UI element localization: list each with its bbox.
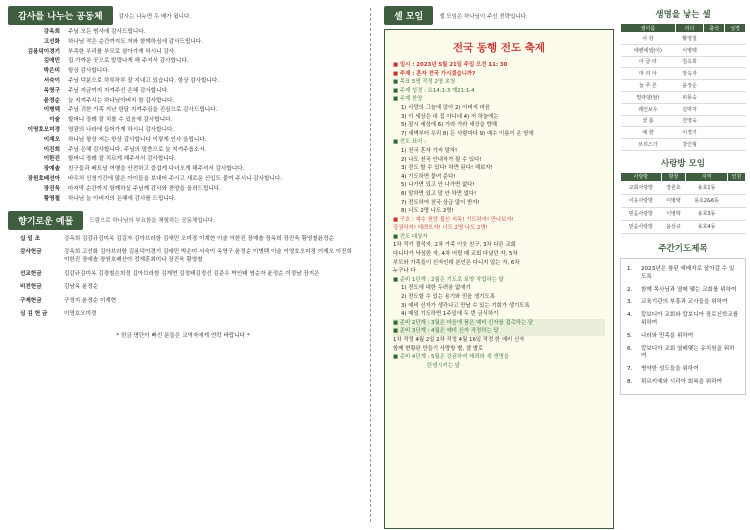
offering-subtitle: 드림으로 하나님의 부요함을 체험하는 공동체입니다.: [89, 218, 215, 225]
cell-attendance: [704, 139, 725, 151]
cell-line: 1차 작정 4월 2일 2차 작정 4월 16일 작정 한 예비 신자: [393, 337, 525, 343]
offering-names: 구정지 윤정순 이계현: [64, 297, 117, 304]
offering-names: 강옥희 김감규김미옥 김길자 김아브라함 김애민 오미경 이계현 이술 이한진 장예솔 장옥희 장진욱 황영철윤정순: [64, 235, 334, 242]
thanks-message: 부족한 우리를 부모로 살아가게 하시니 감사.: [68, 48, 176, 55]
cell-line: 7) 전도하여 천국 상급 많이 받자!: [401, 199, 480, 206]
cell-line: 3) 전도 할 수 있다! 하면 된다! 해보자!: [401, 165, 493, 172]
thanks-message: 주님 은혜 감사합니다. 주님의 말씀으로 늘 지켜주옵소서.: [68, 146, 207, 153]
thanks-item: [14, 78, 358, 85]
room-count: [727, 220, 745, 233]
offering-label: 선교헌금: [20, 270, 42, 277]
offering-row: [20, 284, 358, 292]
table-row: [621, 33, 746, 45]
cell-line: 5) 잠시 세상에 6) 가라 가라 세상을 향해: [401, 122, 497, 129]
table-row: [621, 194, 746, 207]
cell-leader: 전영숙: [675, 115, 703, 127]
cell-line: 함께 현황판 만들기 사랑방 별, 셀 별로: [393, 345, 484, 352]
offering-label: 비전헌금: [20, 284, 42, 291]
cell-bible: [725, 139, 746, 151]
room-area: 용호3동: [686, 207, 728, 220]
offering-list: [20, 236, 358, 319]
prayer-text: 병약한 성도들을 위하여: [641, 366, 699, 373]
cell-leader: 피몽숙: [675, 91, 703, 103]
thanks-name: 김용덕이경기: [27, 48, 60, 55]
thanks-name: 이재오: [43, 136, 60, 143]
cell-line: 누구나 다: [393, 268, 416, 275]
table-row: [621, 56, 746, 68]
cell-line: 1) 천국 혼자 가지 말자!: [401, 147, 458, 154]
cell-attendance: [704, 68, 725, 80]
thanks-subtitle: 감사는 나누면 두 배가 됩니다.: [118, 13, 192, 20]
cell-meeting-box: [384, 29, 614, 529]
cell-bible: [725, 44, 746, 56]
cell-attendance: [704, 127, 725, 139]
cell-name: 예 향: [621, 127, 676, 139]
offering-names: 이영호오미경: [64, 311, 97, 318]
col-header: 사랑방: [621, 172, 662, 181]
prayer-number: 6.: [627, 345, 633, 352]
prayer-number: 7.: [627, 366, 633, 373]
cell-line: 2) 전도할 수 있는 용기와 믿음 생기도록: [401, 294, 495, 301]
table-row: [621, 103, 746, 115]
room-leader: 장원호: [661, 181, 685, 194]
offering-row: [20, 298, 358, 306]
room-table-title: 사랑방 모임: [660, 158, 705, 169]
thanks-item: [14, 186, 358, 193]
thanks-item: [14, 29, 358, 36]
thanks-item: [14, 196, 358, 203]
thanks-message: 친구들과 베트남 여행을 안전하고 즐겁게 다녀오게 해주셔서 감사합니다.: [68, 166, 245, 173]
table-row: [621, 207, 746, 220]
table-row: [621, 115, 746, 127]
thanks-message: 하나님 항상 저는 항상 감사합니다 이렇게 인사 올립니다.: [68, 136, 207, 143]
table-row: [621, 44, 746, 56]
prayer-list: [620, 258, 746, 395]
thanks-item: [14, 49, 358, 56]
prayer-text: 칼보디아 교회 열매맺는 유치원을 위하여: [641, 345, 735, 360]
prayer-item: [627, 312, 739, 328]
prayer-number: 3.: [627, 299, 633, 306]
cell-name: 아 굴 라: [621, 56, 676, 68]
room-table: [620, 172, 746, 234]
table-row: [621, 127, 746, 139]
thanks-item: [14, 88, 358, 95]
cell-leader: 황영철: [675, 33, 703, 45]
room-area: 용호1동: [686, 181, 728, 194]
thanks-item: [14, 137, 358, 144]
prayer-item: [627, 346, 739, 362]
offering-row: [20, 271, 358, 279]
cell-line: ■ 일시 : 2023년 5월 21일 주일 오전 11: 30: [393, 62, 508, 68]
room-leader: 윤상규: [661, 220, 685, 233]
thanks-item: [14, 39, 358, 46]
cell-attendance: [704, 103, 725, 115]
thanks-message: 하나님 늘 아버지의 은혜에 감사를 드립니다.: [68, 195, 176, 202]
room-name: 믿음사랑방: [621, 207, 662, 220]
thanks-name: 황영철: [43, 195, 60, 202]
cell-line: 1) 전도에 대한 두려움 없애기: [401, 285, 471, 292]
thanks-message: 마지막 순간까지 함께하실 주님께 감사와 찬양을 올려드립니다.: [68, 185, 221, 192]
room-leader: 이병택: [661, 194, 685, 207]
cell-meeting-subtitle: 셀 모임은 하나님이 주신 전략입니다.: [439, 13, 528, 20]
cell-attendance: [704, 44, 725, 56]
cell-line: ■ 준비 1단계 : 2월은 기도로 토양 작업하는 달: [393, 276, 504, 283]
offering-row: [20, 311, 358, 319]
cell-line: 8) 너도 2명 나도 2명!: [401, 208, 454, 215]
offering-footer-note: * 헌금 명단이 빠진 분들은 교역자에게 연락 바랍니다 *: [116, 332, 250, 339]
cell-line: ■ 주제 성경 : 요14:1-3 계21:1-4: [393, 87, 475, 94]
thanks-item: [14, 127, 358, 134]
col-header: 셀이름: [621, 24, 676, 33]
cell-line: 7) 새벽부터 우리 8) 든 사람마다 9) 예수 이름이 온 땅에: [401, 130, 534, 137]
thanks-item: [14, 117, 358, 124]
prayer-text: 칼보디아 교회와 칼보디아 장로신학교를 위하여: [641, 312, 739, 326]
room-count: [727, 181, 745, 194]
thanks-item: [14, 147, 358, 154]
thanks-name: 박은미: [43, 68, 60, 75]
cell-bible: [725, 56, 746, 68]
thanks-name: 이영호오미경: [27, 126, 60, 133]
cell-line: 4) 기도하면 붙여 준다!: [401, 173, 456, 180]
prayer-number: 5.: [627, 332, 633, 339]
table-row: [621, 181, 746, 194]
cell-line: 부모와 가족들이 신자인데 본인은 다니지 않는 자, 6차: [393, 259, 520, 266]
cell-line: ■ 전도 표어 :: [393, 139, 426, 146]
offering-row: [20, 236, 358, 244]
fold-divider: [370, 8, 371, 522]
thanks-message: 집 가까운 곳으로 발령나게 해 주셔서 감사합니다.: [68, 58, 189, 65]
offering-header: 향기로운 예물: [8, 211, 83, 230]
thanks-name: 이한진: [43, 156, 60, 163]
room-area: 용호4동: [686, 220, 728, 233]
cell-line: ■ 목표 5명 작정 2명 초청: [393, 79, 456, 86]
prayer-item: [627, 366, 739, 374]
thanks-message: 늘 지켜주시는 하나님아버지 참 감사합니다.: [68, 97, 175, 104]
room-name: 믿음사랑방: [621, 220, 662, 233]
thanks-message: 바우처 신청기간에 많은 아이들을 보내어 주시고 새로운 신입도 붙여 주시니 감사합니다.: [68, 175, 283, 182]
thanks-message: 주님 지금까지 지켜주신 은혜 감사합니다.: [68, 87, 169, 94]
cell-line: 2) 나도 천국 안내자가 될 수 있다!: [401, 156, 482, 163]
cell-bible: [725, 91, 746, 103]
sidebar-column: [620, 6, 746, 395]
prayer-text: 튀르키예와 시리아 회복을 위하여: [641, 378, 722, 385]
thanks-name: 이술: [49, 117, 60, 124]
thanks-name: 김애민: [43, 58, 60, 65]
cell-table-title: 생명을 낳는 셀: [655, 10, 711, 20]
thanks-message: 주님 덕분으로 하루하루 잘 지내고 있습니다. 항상 감사합니다.: [68, 77, 220, 84]
cell-leader: 이병택: [675, 44, 703, 56]
cell-name: 브리스가: [621, 139, 676, 151]
cell-name: 마 리 아: [621, 68, 676, 80]
cell-leader: 강인형: [675, 139, 703, 151]
cell-line: ■ 전도 대상자: [393, 233, 428, 240]
cell-attendance: [704, 91, 725, 103]
thanks-item: [14, 166, 358, 173]
room-count: [727, 194, 745, 207]
cell-attendance: [704, 80, 725, 92]
cell-bible: [725, 115, 746, 127]
cell-line: 4) 매일 기도하면 1주일에 두 번 금식하기: [401, 311, 499, 318]
cell-bible: [725, 80, 746, 92]
thanks-name: 장예솔: [43, 166, 60, 173]
thanks-header: 감사를 나누는 공동체: [8, 6, 113, 25]
thanks-name: 윤정순: [43, 97, 60, 104]
room-leader: 이병택: [661, 207, 685, 220]
cell-line: 5) 나가면 있고 안 나가면 없다!: [401, 182, 475, 189]
table-row: [621, 139, 746, 151]
cell-line: ■ 준비 4단계 : 5월은 강권하여 데려와 새 생명을: [393, 354, 510, 361]
prayer-text: 함께 목사님과 열매 맺는 교회를 위하여: [641, 286, 737, 293]
cell-line: ■ 주제 : 혼자 전국 가시겠습니까?: [393, 70, 476, 77]
thanks-message: 영광의 나라에 들어가게 하시니 감사합니다.: [68, 126, 175, 133]
table-row: [621, 80, 746, 92]
prayer-title: 주간기도제목: [658, 243, 708, 254]
offering-label: 심 김 헌 금: [20, 311, 48, 318]
thanks-message: 주님 귀한 가족 지난 한달 지켜주심을 진심으로 감사드립니다.: [68, 107, 218, 114]
thanks-item: [14, 68, 358, 75]
cell-leader: 김옥희: [675, 56, 703, 68]
thanks-message: 하나님 작은 순간까지도 저와 함께하심에 감사드립니다.: [68, 38, 203, 45]
prayer-item: [627, 379, 739, 387]
cell-line: 6) 말하면 있고 말 안 하면 없다!: [401, 190, 477, 197]
thanks-message: 항상 감사합니다.: [68, 68, 110, 75]
cell-meeting-header: 셀 모임: [384, 6, 433, 25]
col-header: 방장: [661, 172, 685, 181]
cell-meeting-column: [384, 6, 614, 529]
offering-names: 강옥희 고선화 김아브라함 김용덕이경기 김애민 박은미 서숙이 옥영구 윤정순 이병택 이술 이영호오미경 이재오 이진희 이한진 장예솔 장원호배선아 정재훈최미나 장진욱 황영철: [64, 249, 352, 263]
prayer-item: [627, 299, 739, 307]
cell-table: [620, 23, 746, 151]
cell-name: 사 랑: [621, 33, 676, 45]
cell-name: 빌라델(탈): [621, 91, 676, 103]
cell-line: 강권하자! 데려오자! 너도 2명 나도 2명!: [393, 225, 488, 232]
room-area: 용호2&6동: [686, 194, 728, 207]
thanks-item: [14, 176, 358, 183]
thanks-name: 서숙이: [43, 77, 60, 84]
cell-line: 3) 이 세상은 내 집 아니네 4) 저 하늘에는: [401, 113, 499, 120]
thanks-message: 할머니 장례 잘 치르게 해주셔서 감사합니다.: [68, 156, 176, 163]
cell-line: 1차 작기 결석자, 2차 가족 이웃 친구, 3차 다른 교회: [393, 242, 516, 249]
thanks-name: 장진욱: [43, 185, 60, 192]
prayer-number: 4.: [627, 312, 633, 319]
prayer-number: 2.: [627, 286, 633, 293]
festival-title: 전국 동행 전도 축제: [452, 42, 546, 54]
cell-attendance: [704, 33, 725, 45]
cell-line: 다니다가 낙심한 자, 4차 어릴 때 교회 다녔던 자, 5차: [393, 251, 518, 258]
prayer-text: 2023년은 참된 예배자로 살아갈 수 있도록: [641, 265, 735, 280]
cell-leader: 윤정순: [675, 80, 703, 92]
cell-leader: 장옥자: [675, 68, 703, 80]
thanks-name: 이병택: [43, 107, 60, 114]
thanks-name: 이진희: [43, 146, 60, 153]
thanks-item: [14, 98, 358, 105]
cell-line: 3) 예비 신자가 생각나고 만날 수 있는 기회가 생기도록: [401, 302, 530, 309]
prayer-item: [627, 287, 739, 295]
table-row: [621, 68, 746, 80]
cell-name: 레인보우: [621, 103, 676, 115]
thanks-name: 장원호배선아: [27, 175, 60, 182]
prayer-number: 1.: [627, 265, 633, 272]
cell-bible: [725, 103, 746, 115]
col-header: 지역: [686, 172, 728, 181]
thanks-name: 옥영구: [43, 87, 60, 94]
offering-label: 십 일 조: [20, 235, 41, 242]
cell-line: 탄생시키는 달: [427, 362, 460, 369]
prayer-number: 8.: [627, 378, 633, 385]
col-header: 인원: [727, 172, 745, 181]
cell-leader: 김막자: [675, 103, 703, 115]
thanks-item: [14, 107, 358, 114]
cell-attendance: [704, 56, 725, 68]
room-name: 교회사랑방: [621, 181, 662, 194]
cell-line: ■ 구호 : 예수 천당 불신 지옥! 기도하자! 만나보자!: [393, 216, 514, 223]
col-header: 성경: [725, 24, 746, 33]
prayer-item: [627, 333, 739, 341]
cell-name: 에벤에셀(어): [621, 44, 676, 56]
prayer-text: 교육기관의 부흥과 교사들을 위하여: [641, 299, 728, 306]
offering-label: 구제헌금: [20, 297, 42, 304]
left-panel: [8, 6, 358, 524]
cell-line: 1) 사망의 그늘에 앉아 2) 아버지 마음: [401, 104, 491, 111]
prayer-item: [627, 266, 739, 282]
offering-names: 김남옥 윤정순: [64, 284, 99, 291]
table-row: [621, 91, 746, 103]
cell-attendance: [704, 115, 725, 127]
cell-bible: [725, 33, 746, 45]
cell-line: ■ 준비 3단계 : 4월은 예비 신자 작정하는 달: [393, 327, 605, 336]
thanks-item: [14, 156, 358, 163]
thanks-message: 주님 모든 범사에 감사드립니다.: [68, 29, 146, 35]
cell-bible: [725, 127, 746, 139]
offering-row: [20, 249, 358, 264]
offering-label: 감사헌금: [20, 249, 42, 256]
cell-name: 샬 롬: [621, 115, 676, 127]
cell-bible: [725, 68, 746, 80]
thanks-item: [14, 58, 358, 65]
prayer-text: 나라와 민족을 위하여: [641, 332, 694, 339]
thanks-list: [14, 29, 358, 203]
col-header: 리더: [675, 24, 703, 33]
col-header: 출석: [704, 24, 725, 33]
room-name: 이웃사랑방: [621, 194, 662, 207]
cell-leader: 이경기: [675, 127, 703, 139]
thanks-name: 강옥희: [43, 29, 60, 35]
cell-line: ■ 주제 찬양: [393, 96, 423, 103]
table-row: [621, 220, 746, 233]
cell-line: ■ 준비 2단계 : 3월은 마음에 품은 예비 신자를 접촉하는 달: [393, 319, 605, 328]
cell-name: 늘 푸 른: [621, 80, 676, 92]
right-panel: [384, 6, 746, 524]
thanks-name: 고선화: [43, 38, 60, 45]
room-count: [727, 207, 745, 220]
offering-names: 김감규김미옥 김경철손희정 김아브라함 김재현 김정태김경선 김준우 박인태 염순자 윤정순 이정남 장지은: [64, 270, 320, 277]
thanks-message: 할머니 장례 잘 치를 수 있음에 감사합니다.: [68, 117, 173, 124]
